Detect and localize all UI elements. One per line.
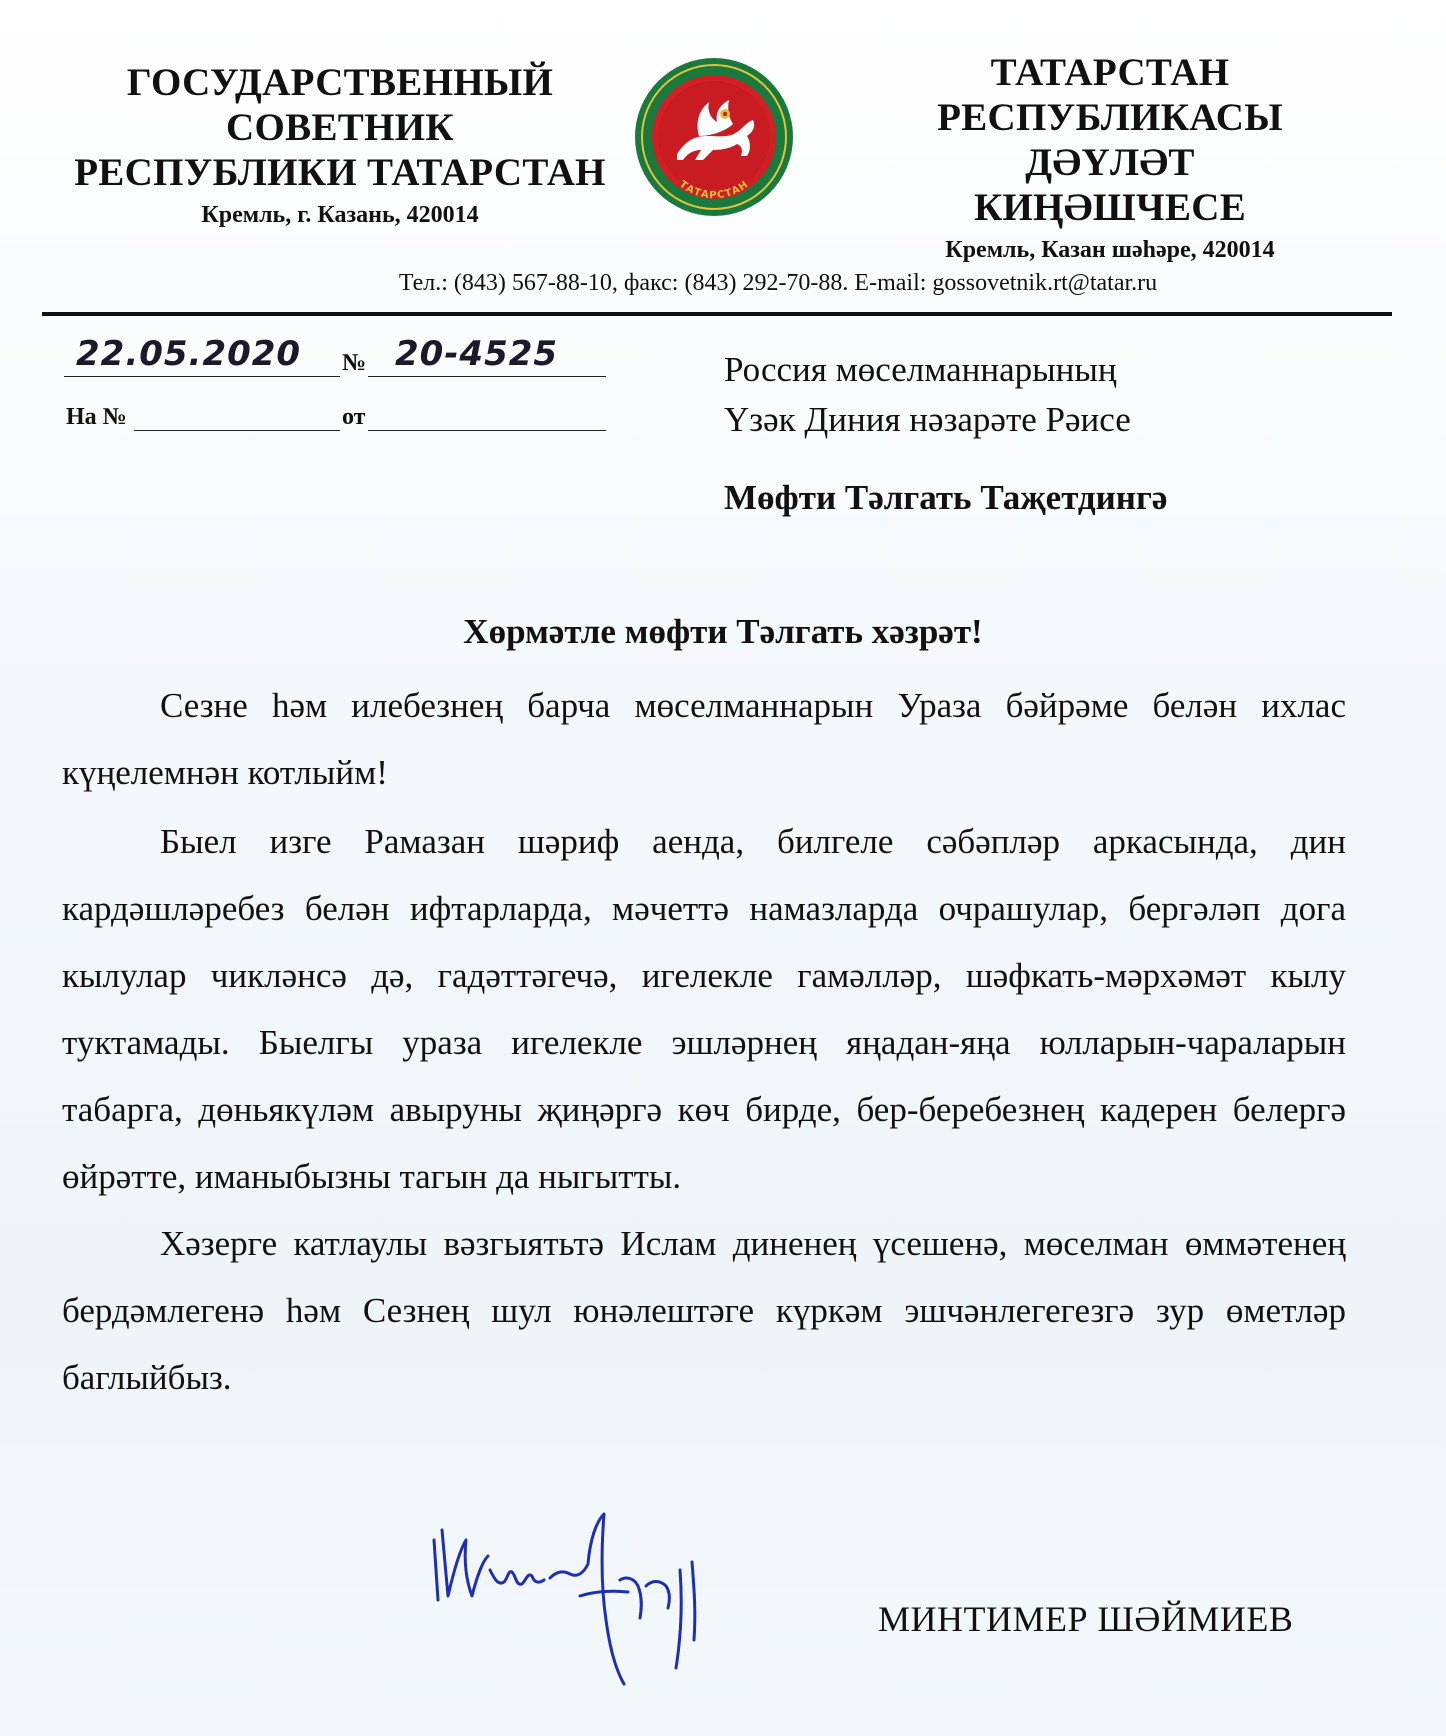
letterhead-left-line: РЕСПУБЛИКИ ТАТАРСТАН bbox=[74, 151, 606, 194]
letterhead-divider bbox=[42, 312, 1392, 316]
body-paragraph: Сезне һәм илебезнең барча мөселманнарын Ураза бәйрәме белән ихлас күңелемнән котлыйм! bbox=[62, 686, 1346, 792]
letterhead-right-address: Кремль, Казан шәһәре, 420014 bbox=[945, 237, 1275, 263]
number-underline bbox=[368, 376, 606, 377]
contacts-text: Тел.: (843) 567-88-10, факс: (843) 292-70-88. E-mail: gossovetnik.rt@tatar.ru bbox=[398, 270, 1158, 296]
emblem-caption: ТАТАРСТАН bbox=[677, 178, 751, 202]
addressee-name: Мөфти Тәлгать Таҗетдингә bbox=[724, 478, 1168, 517]
letterhead-contacts bbox=[0, 270, 1446, 297]
date-underline bbox=[64, 376, 340, 377]
reference-date-underline bbox=[368, 430, 606, 431]
letterhead-left-address: Кремль, г. Казань, 420014 bbox=[201, 202, 479, 228]
letterhead-right-line: ТАТАРСТАН РЕСПУБЛИКАСЫ bbox=[937, 51, 1283, 139]
reference-label: На № bbox=[66, 404, 127, 430]
tatarstan-emblem-icon bbox=[633, 56, 795, 218]
salutation: Хөрмәтле мөфти Тәлгать хәзрәт! bbox=[463, 612, 983, 651]
registration-number: 20-4525 bbox=[395, 334, 559, 374]
registration-date: 22.05.2020 bbox=[76, 334, 302, 374]
addressee-line: Үзәк Диния нәзарәте Рәисе bbox=[724, 400, 1131, 439]
body-paragraph: Быел изге Рамазан шәриф аенда, билгеле сәбәпләр аркасында, дин кардәшләребез белән ифтарларда, мәчеттә намазларда очрашулар, бергәләп дога кылулар чикләнсә дә, гадәттәгечә, игелекле гамәлләр, шәфкать-мәрхәмәт кылу туктамады. Быелгы ураза игелекле эшләрнең яңадан-яңа юлларын-чараларын табарга, дөньякүләм авыруны җиңәргә көч бирде, бер-беребезнең кадерен белергә өйрәтте, иманыбызны тагын да ныгытты. bbox=[62, 822, 1346, 1196]
letterhead-left-line: ГОСУДАРСТВЕННЫЙ bbox=[126, 61, 554, 104]
letterhead-left-line: СОВЕТНИК bbox=[226, 106, 454, 149]
addressee-line: Россия мөселманнарының bbox=[724, 350, 1117, 389]
letterhead-left bbox=[70, 60, 610, 233]
reference-from-label: от bbox=[342, 404, 366, 430]
letterhead-right-line: ДӘҮЛӘТ bbox=[1025, 141, 1195, 184]
body-paragraph: Хәзерге катлаулы вәзгыятьтә Ислам диненең үсешенә, мөселман өммәтенең бердәмлегенә һәм Сезнең шул юнәлештәге күркәм эшчәнлегегезгә зур өметләр баглыйбыз. bbox=[62, 1224, 1346, 1397]
addressee-block bbox=[724, 345, 1364, 445]
letterhead-right bbox=[830, 50, 1390, 268]
signatory-name: МИНТИМЕР ШӘЙМИЕВ bbox=[878, 1599, 1294, 1639]
handwritten-signature bbox=[420, 1500, 760, 1700]
reference-underline bbox=[134, 430, 340, 431]
registration-number-label: № bbox=[342, 350, 367, 376]
letterhead-right-line: КИҢӘШЧЕСЕ bbox=[973, 186, 1247, 229]
